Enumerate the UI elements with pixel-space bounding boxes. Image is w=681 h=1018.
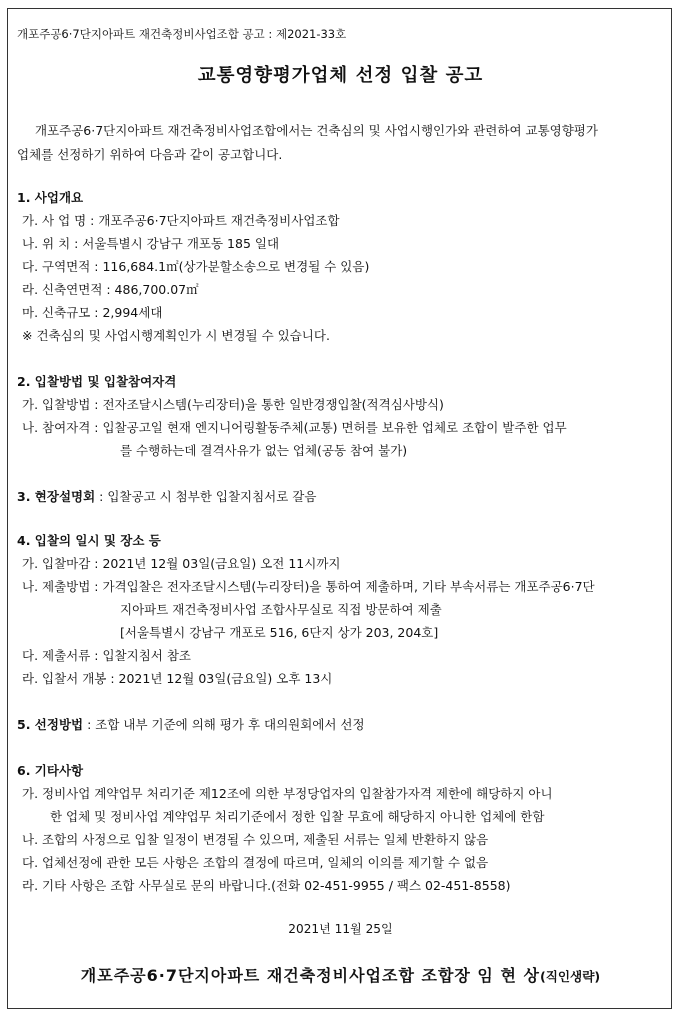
list-item: 라. 입찰서 개봉 : 2021년 12월 03일(금요일) 오후 13시 [22, 671, 333, 686]
list-item: 가. 사 업 명 : 개포주공6·7단지아파트 재건축정비사업조합 [22, 213, 340, 228]
list-item: 나. 조합의 사정으로 입찰 일정이 변경될 수 있으며, 제출된 서류는 일체 반환하지 않음 [22, 832, 489, 847]
signature-line [0, 963, 681, 986]
list-item-continuation: [서울특별시 강남구 개포로 516, 6단지 상가 203, 204호] [120, 625, 439, 640]
list-item: 가. 정비사업 계약업무 처리기준 제12조에 의한 부정당업자의 입찰참가자격 제한에 해당하지 아니 [22, 786, 553, 801]
section-5 [17, 715, 365, 733]
list-item: 다. 구역면적 : 116,684.1㎡(상가분할소송으로 변경될 수 있음) [22, 259, 370, 274]
section-3-heading: 3. 현장설명회 [17, 489, 96, 504]
list-item: 다. 제출서류 : 입찰지침서 참조 [22, 648, 191, 663]
notice-number: 개포주공6·7단지아파트 재건축정비사업조합 공고 : 제2021-33호 [17, 27, 347, 41]
section-3-text: : 입찰공고 시 첨부한 입찰지침서로 갈음 [95, 489, 317, 504]
page-title: 교통영향평가업체 선정 입찰 공고 [197, 65, 484, 86]
list-item-note: ※ 건축심의 및 사업시행계획인가 시 변경될 수 있습니다. [22, 328, 330, 343]
section-1-heading: 1. 사업개요 [17, 190, 84, 205]
list-item: 가. 입찰방법 : 전자조달시스템(누리장터)을 통한 일반경쟁입찰(적격심사방식) [22, 397, 444, 412]
intro-line: 업체를 선정하기 위하여 다음과 같이 공고합니다. [17, 147, 283, 162]
list-item: 다. 업체선정에 관한 모든 사항은 조합의 결정에 따르며, 일체의 이의를 제기할 수 없음 [22, 855, 489, 870]
list-item-continuation: 지아파트 재건축정비사업 조합사무실로 직접 방문하여 제출 [120, 602, 442, 617]
section-5-text: : 조합 내부 기준에 의해 평가 후 대의원회에서 선정 [83, 717, 365, 732]
intro-line: 개포주공6·7단지아파트 재건축정비사업조합에서는 건축심의 및 사업시행인가와 관련하여 교통영향평가 [35, 123, 598, 138]
notice-date: 2021년 11월 25일 [288, 922, 393, 936]
list-item: 라. 신축연면적 : 486,700.07㎡ [22, 282, 199, 297]
list-item: 나. 참여자격 : 입찰공고일 현재 엔지니어링활동주체(교통) 면허를 보유한 업체로 조합이 발주한 업무 [22, 420, 567, 435]
list-item-continuation: 를 수행하는데 결격사유가 없는 업체(공동 참여 불가) [120, 443, 408, 458]
list-item: 나. 위 치 : 서울특별시 강남구 개포동 185 일대 [22, 236, 280, 251]
section-2-heading: 2. 입찰방법 및 입찰참여자격 [17, 374, 177, 389]
signature-note: (직인생략) [539, 969, 601, 984]
section-6-heading: 6. 기타사항 [17, 763, 84, 778]
section-4-heading: 4. 입찰의 일시 및 장소 등 [17, 533, 161, 548]
list-item: 라. 기타 사항은 조합 사무실로 문의 바랍니다.(전화 02-451-9955 / 팩스 02-451-8558) [22, 878, 511, 893]
list-item-continuation: 한 업체 및 정비사업 계약업무 처리기준에서 정한 입찰 무효에 해당하지 아니한 업체에 한함 [50, 809, 545, 824]
section-3 [17, 487, 316, 505]
signature: 개포주공6·7단지아파트 재건축정비사업조합 조합장 임 현 상 [80, 966, 540, 985]
list-item: 마. 신축규모 : 2,994세대 [22, 305, 163, 320]
list-item: 가. 입찰마감 : 2021년 12월 03일(금요일) 오전 11시까지 [22, 556, 341, 571]
section-5-heading: 5. 선정방법 [17, 717, 84, 732]
list-item: 나. 제출방법 : 가격입찰은 전자조달시스템(누리장터)을 통하여 제출하며, 기타 부속서류는 개포주공6·7단 [22, 579, 595, 594]
